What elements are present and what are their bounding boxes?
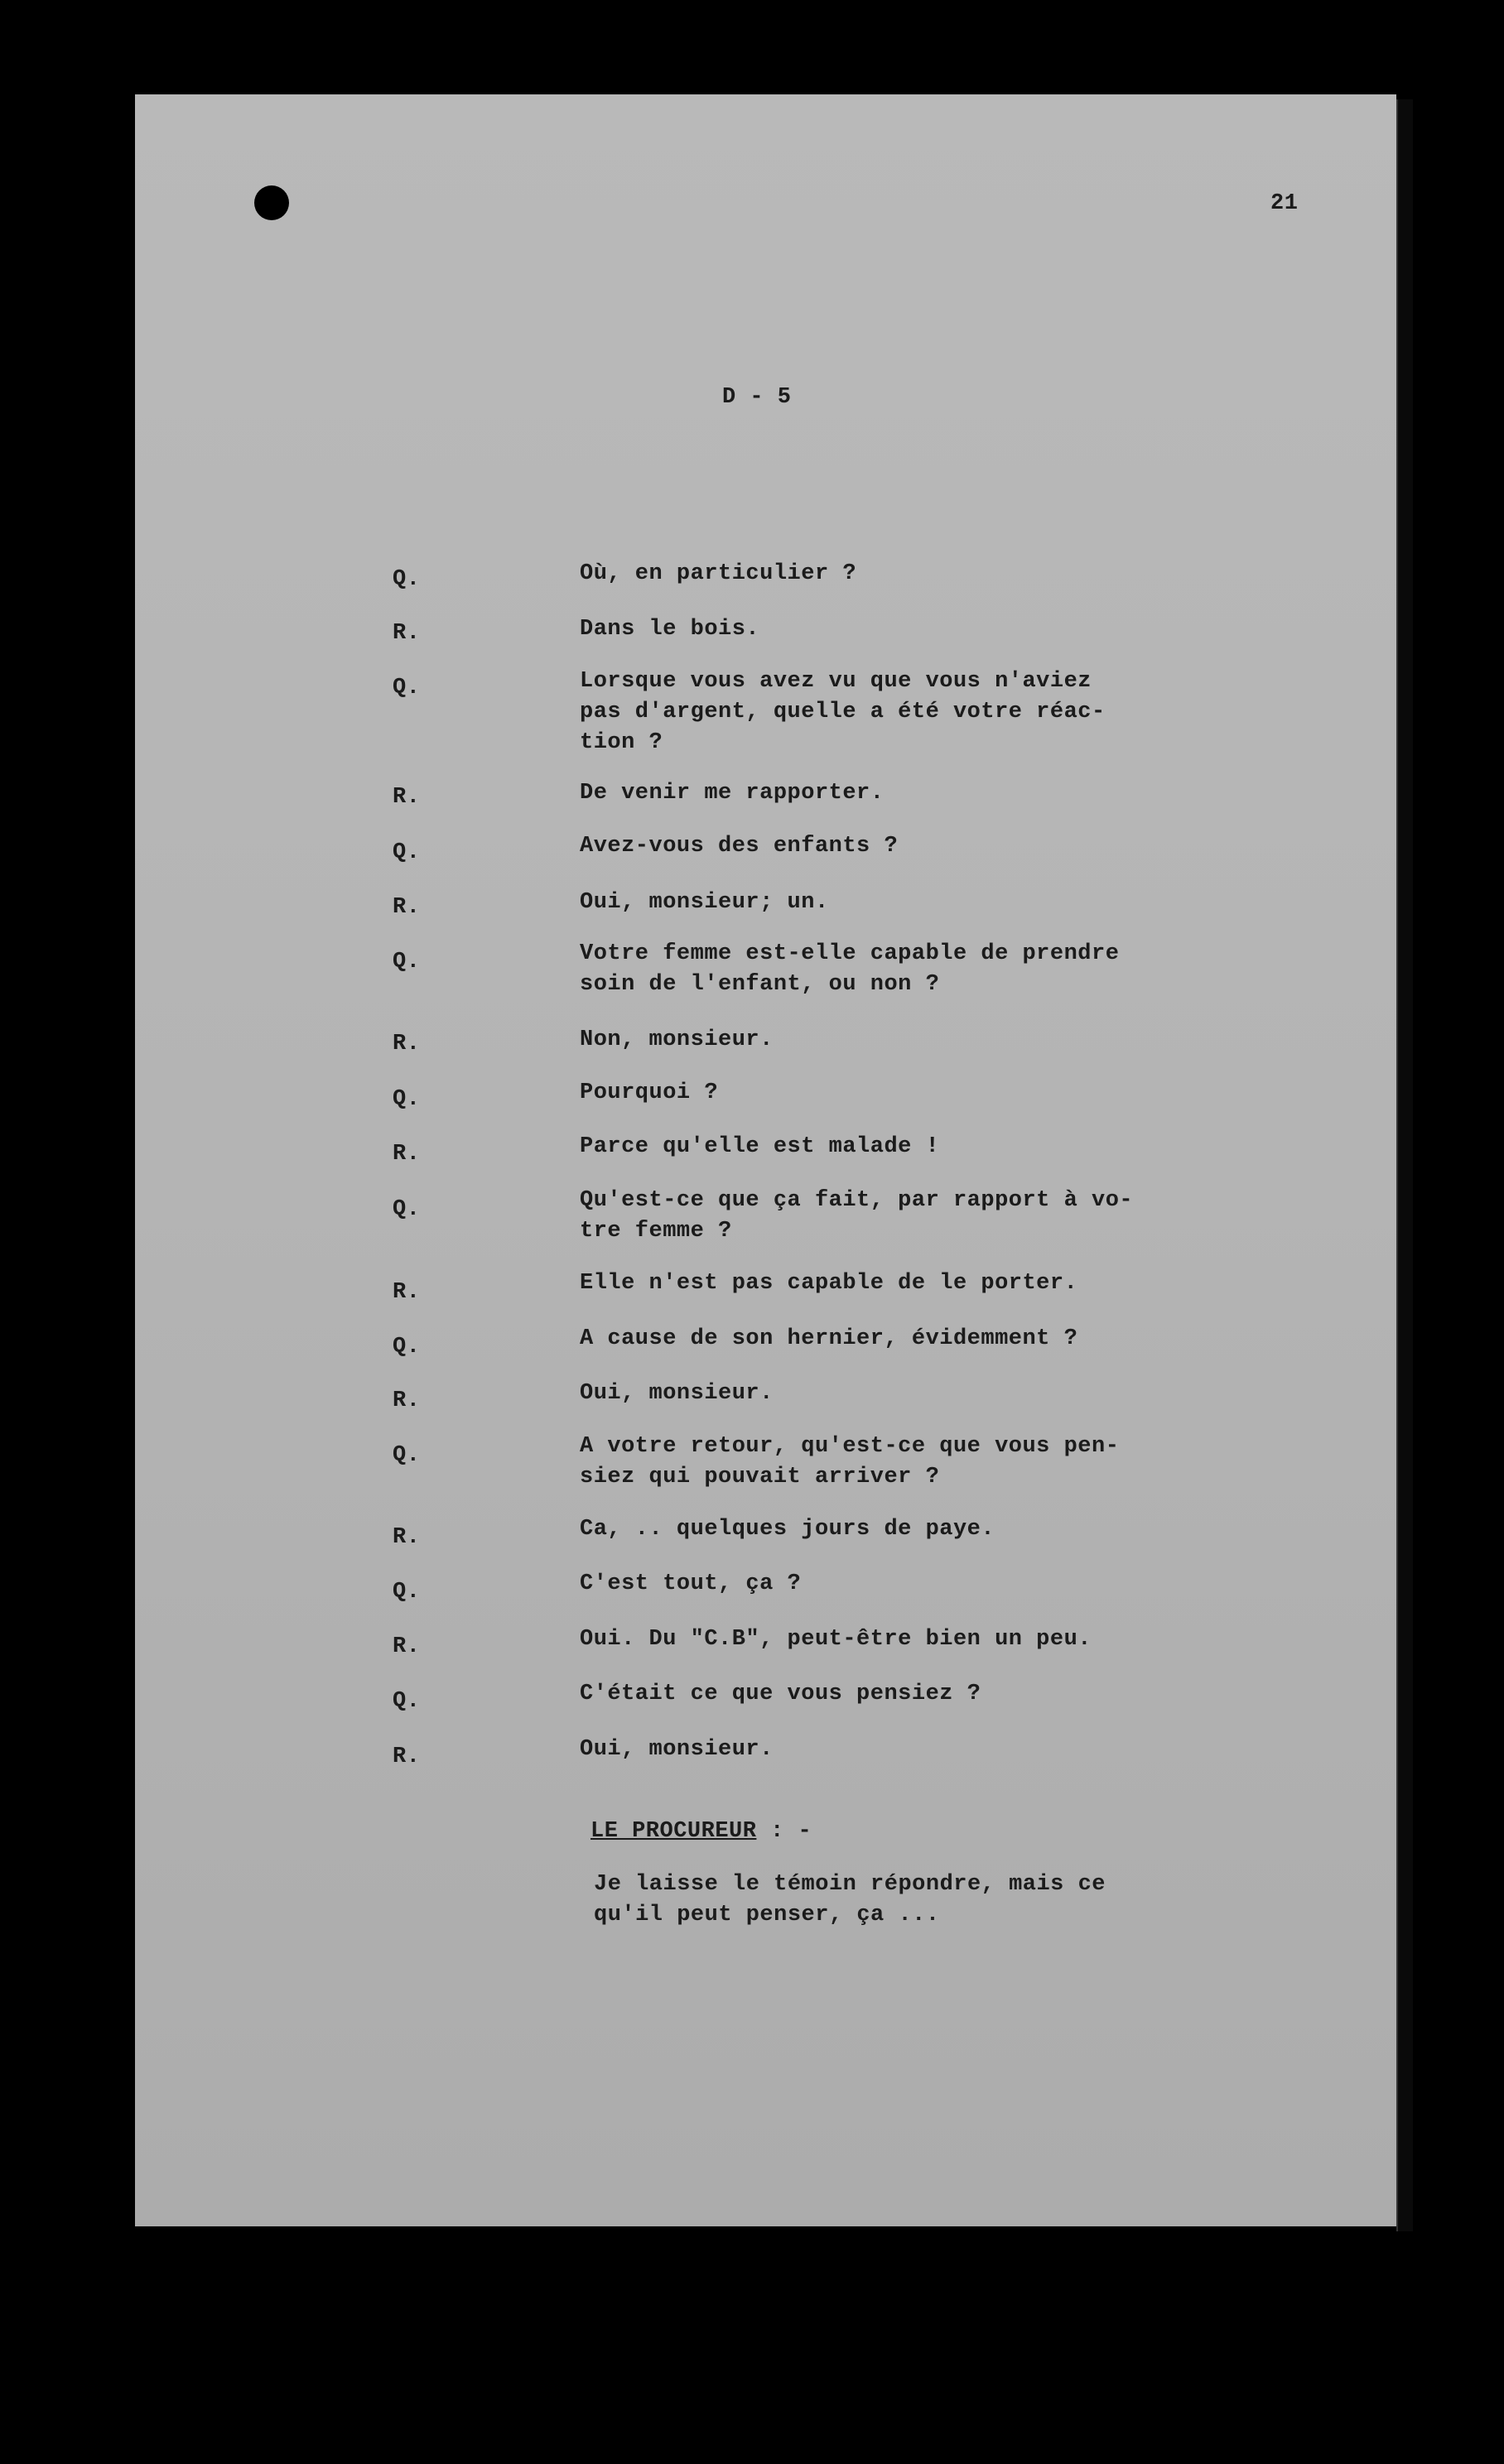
speaker-label: R. [393,1525,421,1550]
utterance: Oui, monsieur. [580,1737,774,1762]
utterance: A cause de son hernier, évidemment ? [580,1326,1078,1351]
utterance: A votre retour, qu'est-ce que vous pen- siez qui pouvait arriver ? [580,1434,1120,1489]
scan-speck [500,17,504,20]
speaker-label: Q. [393,1335,421,1360]
speaker-label: R. [393,1634,421,1659]
utterance: Avez-vous des enfants ? [580,834,899,859]
procureur-statement: Je laisse le témoin répondre, mais ce qu'il peut penser, ça ... [594,1872,1106,1927]
utterance: Parce qu'elle est malade ! [580,1134,940,1159]
speaker-label: R. [393,895,421,920]
speaker-label: Q. [393,1087,421,1112]
utterance: Où, en particulier ? [580,561,857,586]
speaker-label: R. [393,1142,421,1167]
scan-speck [1472,133,1476,137]
speaker-label: R. [393,1032,421,1056]
section-title: D - 5 [722,385,792,410]
procureur-heading [591,1817,812,1847]
utterance: C'était ce que vous pensiez ? [580,1682,981,1706]
speaker-label: Q. [393,1443,421,1468]
speaker-label: Q. [393,950,421,975]
utterance: C'est tout, ça ? [580,1571,802,1596]
scan-speck [512,18,514,21]
utterance: De venir me rapporter. [580,781,885,806]
utterance: Lorsque vous avez vu que vous n'aviez pas d'argent, quelle a été votre réac- tion ? [580,669,1106,755]
utterance: Oui. Du "C.B", peut-être bien un peu. [580,1627,1092,1652]
utterance: Elle n'est pas capable de le porter. [580,1271,1078,1296]
speaker-label: R. [393,621,421,646]
utterance: Oui, monsieur. [580,1381,774,1406]
utterance: Votre femme est-elle capable de prendre soin de l'enfant, ou non ? [580,941,1120,997]
speaker-label: Q. [393,1197,421,1222]
punch-hole [254,185,289,220]
utterance: Non, monsieur. [580,1027,774,1052]
procureur-label: LE PROCUREUR [591,1819,757,1844]
speaker-label: Q. [393,676,421,700]
speaker-label: Q. [393,1580,421,1605]
utterance: Pourquoi ? [580,1080,719,1105]
speaker-label: Q. [393,840,421,865]
utterance: Oui, monsieur; un. [580,890,829,915]
utterance: Dans le bois. [580,617,760,642]
utterance: Ca, .. quelques jours de paye. [580,1517,995,1542]
speaker-label: R. [393,785,421,810]
speaker-label: Q. [393,1689,421,1714]
page-number: 21 [1270,191,1299,216]
procureur-suffix: : - [756,1819,812,1844]
speaker-label: R. [393,1388,421,1413]
page-edge-shadow [1396,99,1413,2231]
speaker-label: R. [393,1745,421,1769]
speaker-label: Q. [393,567,421,592]
speaker-label: R. [393,1280,421,1305]
utterance: Qu'est-ce que ça fait, par rapport à vo- tre femme ? [580,1188,1134,1244]
